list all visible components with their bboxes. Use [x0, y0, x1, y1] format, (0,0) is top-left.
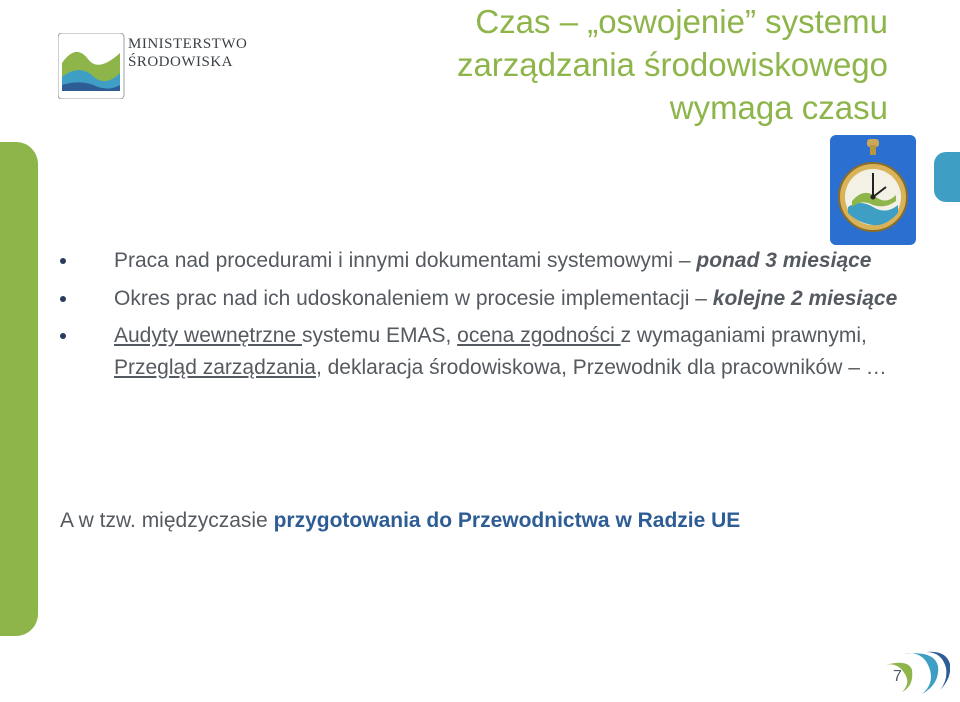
- management-review-link[interactable]: Przegląd zarządzania: [114, 355, 316, 379]
- list-item: [60, 245, 940, 277]
- bullet-text: , deklaracja środowiskowa, Przewodnik dla pracowników – …: [315, 355, 887, 379]
- compliance-link[interactable]: ocena zgodności: [457, 324, 621, 347]
- closing-lead: A w tzw. międzyczasie: [60, 509, 274, 532]
- bullet-text: z wymaganiami prawnymi,: [620, 324, 867, 347]
- list-item: [60, 283, 940, 315]
- closing-line: [60, 506, 740, 536]
- closing-accent: przygotowania do Przewodnictwa w Radzie UE: [273, 509, 741, 532]
- left-accent-bar: [0, 142, 38, 636]
- swoosh-logo-icon: [880, 648, 950, 696]
- bullet-list: [60, 245, 940, 389]
- bullet-text: systemu EMAS,: [301, 324, 458, 347]
- page-number: 7: [893, 668, 902, 685]
- title-line-1: Czas – „oswojenie” systemu: [475, 3, 888, 40]
- bullet-emphasis: kolejne 2 miesiące: [712, 286, 898, 310]
- audit-link[interactable]: Audyty wewnętrzne: [114, 324, 302, 347]
- logo-line-2: ŚRODOWISKA: [128, 54, 234, 70]
- bullet-text: Okres prac nad ich udoskonaleniem w procesie implementacji –: [114, 286, 713, 310]
- right-accent-tab: [934, 152, 960, 202]
- bullet-text: Praca nad procedurami i innymi dokumentami systemowymi –: [114, 249, 697, 272]
- logo-text: [128, 35, 247, 71]
- bullet-emphasis: ponad 3 miesiące: [696, 249, 872, 272]
- list-item: [60, 320, 940, 383]
- title-line-2: zarządzania środowiskowego: [456, 46, 888, 83]
- title-line-3: wymaga czasu: [669, 89, 888, 126]
- page-title: [348, 0, 888, 129]
- logo-line-1: MINISTERSTWO: [128, 36, 248, 52]
- stopwatch-icon: [830, 135, 916, 245]
